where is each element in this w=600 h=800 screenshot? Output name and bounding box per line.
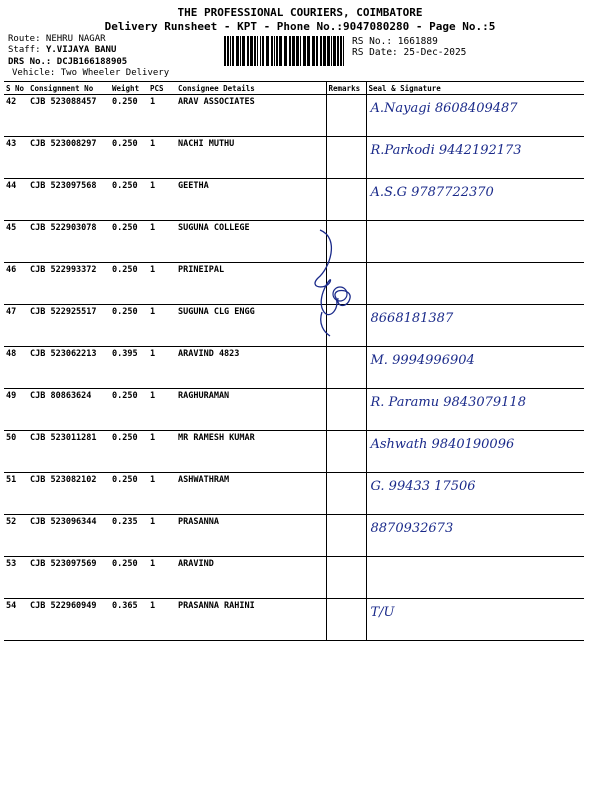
cell-pcs: 1 [148, 347, 176, 389]
cell-sno: 44 [4, 179, 28, 221]
cell-weight: 0.250 [110, 179, 148, 221]
table-row [4, 137, 584, 179]
cell-consignee: RAGHURAMAN [176, 389, 326, 431]
handwritten-signature: M. 9994996904 [370, 353, 475, 368]
cell-pcs: 1 [148, 305, 176, 347]
cell-consignee: MR RAMESH KUMAR [176, 431, 326, 473]
drs-line [8, 57, 127, 67]
cell-signature [366, 557, 584, 599]
cell-consignment: CJB 523062213 [28, 347, 110, 389]
cell-consignment: CJB 523082102 [28, 473, 110, 515]
handwritten-signature: G. 99433 17506 [370, 479, 476, 494]
cell-sno: 50 [4, 431, 28, 473]
barcode [224, 36, 348, 66]
cell-sno: 48 [4, 347, 28, 389]
cell-signature [366, 179, 584, 221]
cell-sno: 51 [4, 473, 28, 515]
handwritten-signature: T/U [370, 605, 395, 620]
cell-signature [366, 431, 584, 473]
cell-sno: 42 [4, 95, 28, 137]
cell-remarks [326, 95, 366, 137]
cell-weight: 0.250 [110, 221, 148, 263]
runsheet-table [4, 81, 584, 641]
col-sno: S No [4, 82, 28, 95]
cell-signature [366, 263, 584, 305]
table-row [4, 179, 584, 221]
cell-remarks [326, 431, 366, 473]
handwritten-signature: A.Nayagi 8608409487 [370, 101, 518, 116]
cell-consignment: CJB 522925517 [28, 305, 110, 347]
cell-consignee: PRINEIPAL [176, 263, 326, 305]
cell-consignment: CJB 523097568 [28, 179, 110, 221]
staff-line [8, 45, 116, 55]
cell-sno: 46 [4, 263, 28, 305]
cell-signature [366, 137, 584, 179]
cell-consignment: CJB 523088457 [28, 95, 110, 137]
cell-pcs: 1 [148, 599, 176, 641]
cell-remarks [326, 473, 366, 515]
handwritten-signature: 8870932673 [370, 521, 454, 536]
cell-signature [366, 389, 584, 431]
cell-consignment: CJB 523096344 [28, 515, 110, 557]
cell-weight: 0.250 [110, 263, 148, 305]
cell-remarks [326, 515, 366, 557]
cell-pcs: 1 [148, 431, 176, 473]
cell-remarks [326, 347, 366, 389]
cell-consignment: CJB 523011281 [28, 431, 110, 473]
cell-consignment: CJB 522903078 [28, 221, 110, 263]
drs-label: DRS No.: [8, 57, 52, 67]
cell-pcs: 1 [148, 473, 176, 515]
cell-weight: 0.250 [110, 95, 148, 137]
table-row [4, 557, 584, 599]
cell-pcs: 1 [148, 557, 176, 599]
cell-pcs: 1 [148, 263, 176, 305]
cell-signature [366, 515, 584, 557]
cell-consignee: SUGUNA CLG ENGG [176, 305, 326, 347]
cell-pcs: 1 [148, 179, 176, 221]
cell-consignee: ASHWATHRAM [176, 473, 326, 515]
cell-weight: 0.250 [110, 389, 148, 431]
cell-pcs: 1 [148, 137, 176, 179]
cell-weight: 0.235 [110, 515, 148, 557]
handwritten-signature: R. Paramu 9843079118 [370, 395, 526, 410]
cell-consignee: NACHI MUTHU [176, 137, 326, 179]
cell-remarks [326, 599, 366, 641]
cell-sno: 53 [4, 557, 28, 599]
cell-weight: 0.250 [110, 557, 148, 599]
cell-weight: 0.250 [110, 305, 148, 347]
table-row [4, 95, 584, 137]
cell-consignment: CJB 522993372 [28, 263, 110, 305]
cell-signature [366, 305, 584, 347]
cell-consignment: CJB 523008297 [28, 137, 110, 179]
cell-signature [366, 473, 584, 515]
cell-pcs: 1 [148, 389, 176, 431]
cell-consignee: ARAV ASSOCIATES [176, 95, 326, 137]
cell-weight: 0.395 [110, 347, 148, 389]
cell-remarks [326, 179, 366, 221]
cell-consignee: ARAVIND [176, 557, 326, 599]
cell-sno: 45 [4, 221, 28, 263]
cell-remarks [326, 389, 366, 431]
cell-signature [366, 347, 584, 389]
staff-label: Staff: [8, 45, 41, 55]
cell-pcs: 1 [148, 515, 176, 557]
cell-consignee: SUGUNA COLLEGE [176, 221, 326, 263]
cell-weight: 0.365 [110, 599, 148, 641]
cell-consignment: CJB 523097569 [28, 557, 110, 599]
col-consignee: Consignee Details [176, 82, 326, 95]
drs-value: DCJB166188905 [56, 57, 128, 67]
vehicle-label: Vehicle: Two Wheeler Delivery [12, 68, 170, 78]
runsheet-subtitle: Delivery Runsheet - KPT - Phone No.:9047080280 - Page No.:5 [104, 20, 496, 33]
cell-consignee: PRASANNA [176, 515, 326, 557]
cell-sno: 52 [4, 515, 28, 557]
col-weight: Weight [110, 82, 148, 95]
rs-date: RS Date: 25-Dec-2025 [352, 47, 467, 58]
cell-weight: 0.250 [110, 431, 148, 473]
cell-pcs: 1 [148, 221, 176, 263]
table-row [4, 305, 584, 347]
table-row [4, 431, 584, 473]
handwritten-signature: Ashwath 9840190096 [370, 437, 515, 452]
company-title: THE PROFESSIONAL COURIERS, COIMBATORE [177, 6, 423, 19]
cell-signature [366, 95, 584, 137]
col-seal: Seal & Signature [366, 82, 584, 95]
cell-pcs: 1 [148, 95, 176, 137]
rs-number: RS No.: 1661889 [352, 36, 438, 47]
table-row [4, 389, 584, 431]
cell-consignee: PRASANNA RAHINI [176, 599, 326, 641]
table-row [4, 347, 584, 389]
cell-signature [366, 221, 584, 263]
cell-sno: 47 [4, 305, 28, 347]
col-pcs: PCS [148, 82, 176, 95]
table-header-row [4, 82, 584, 95]
cell-sno: 49 [4, 389, 28, 431]
handwritten-signature: A.S.G 9787722370 [370, 185, 494, 200]
cell-consignment: CJB 522960949 [28, 599, 110, 641]
table-row [4, 599, 584, 641]
cell-sno: 54 [4, 599, 28, 641]
route-label: Route: NEHRU NAGAR [8, 34, 106, 44]
cell-consignee: GEETHA [176, 179, 326, 221]
cell-weight: 0.250 [110, 473, 148, 515]
staff-value: Y.VIJAYA BANU [45, 45, 117, 55]
remarks-scribble [300, 228, 360, 338]
handwritten-signature: R.Parkodi 9442192173 [370, 143, 522, 158]
cell-remarks [326, 557, 366, 599]
table-row [4, 221, 584, 263]
table-row [4, 515, 584, 557]
col-consignment: Consignment No [28, 82, 110, 95]
cell-weight: 0.250 [110, 137, 148, 179]
cell-signature [366, 599, 584, 641]
handwritten-signature: 8668181387 [370, 311, 454, 326]
cell-consignment: CJB 80863624 [28, 389, 110, 431]
cell-consignee: ARAVIND 4823 [176, 347, 326, 389]
col-remarks: Remarks [326, 82, 366, 95]
table-row [4, 263, 584, 305]
cell-remarks [326, 137, 366, 179]
cell-sno: 43 [4, 137, 28, 179]
table-row [4, 473, 584, 515]
